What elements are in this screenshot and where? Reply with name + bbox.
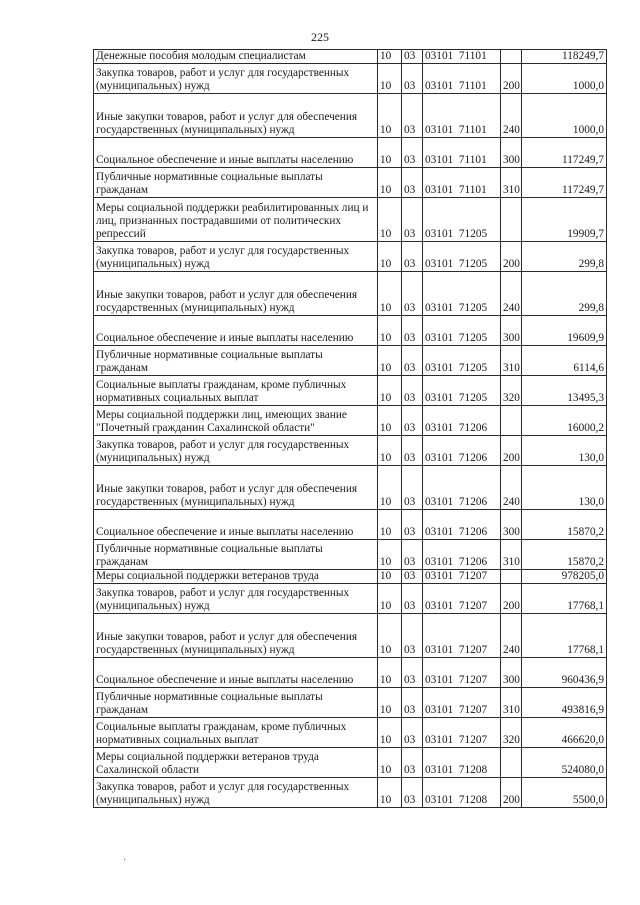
table-row xyxy=(94,658,607,688)
table-row xyxy=(94,540,607,570)
row-subsection-cell: 03 xyxy=(402,540,423,570)
row-target-article-cell xyxy=(423,688,501,718)
row-subsection-cell: 03 xyxy=(402,658,423,688)
row-expense-type-cell: 240 xyxy=(501,272,522,316)
table-row xyxy=(94,570,607,584)
target-article-program: 03101 xyxy=(425,50,454,62)
row-target-article-cell xyxy=(423,138,501,168)
row-subsection-cell: 03 xyxy=(402,346,423,376)
row-target-article-cell xyxy=(423,316,501,346)
row-amount-cell: 17768,1 xyxy=(522,614,607,658)
table-row xyxy=(94,138,607,168)
row-name-cell: Публичные нормативные социальные выплаты гражданам xyxy=(94,346,378,376)
row-target-article-cell xyxy=(423,272,501,316)
row-amount-cell: 6114,6 xyxy=(522,346,607,376)
target-article-direction: 71205 xyxy=(458,258,488,270)
row-expense-type-cell xyxy=(501,50,522,64)
row-section-cell: 10 xyxy=(378,540,402,570)
target-article-program: 03101 xyxy=(425,422,454,434)
row-amount-cell: 524080,0 xyxy=(522,748,607,778)
row-name-cell: Социальные выплаты гражданам, кроме публичных нормативных социальных выплат xyxy=(94,718,378,748)
table-row xyxy=(94,778,607,808)
row-name-cell: Публичные нормативные социальные выплаты гражданам xyxy=(94,688,378,718)
row-target-article-cell xyxy=(423,466,501,510)
row-expense-type-cell xyxy=(501,406,522,436)
target-article-program: 03101 xyxy=(425,302,454,314)
target-article-direction: 71101 xyxy=(458,154,487,166)
row-amount-cell: 15870,2 xyxy=(522,510,607,540)
row-section-cell: 10 xyxy=(378,584,402,614)
row-target-article-cell xyxy=(423,346,501,376)
row-name-cell: Иные закупки товаров, работ и услуг для обеспечения государственных (муниципальных) нужд xyxy=(94,94,378,138)
target-article-direction: 71206 xyxy=(458,526,488,538)
table-row xyxy=(94,510,607,540)
row-expense-type-cell: 200 xyxy=(501,584,522,614)
target-article-direction: 71206 xyxy=(458,422,488,434)
target-article-program: 03101 xyxy=(425,496,454,508)
row-target-article-cell xyxy=(423,718,501,748)
table-row xyxy=(94,50,607,64)
table-row xyxy=(94,242,607,272)
row-subsection-cell: 03 xyxy=(402,688,423,718)
row-subsection-cell: 03 xyxy=(402,376,423,406)
target-article-direction: 71207 xyxy=(458,674,488,686)
budget-table-body xyxy=(94,50,607,808)
row-expense-type-cell: 300 xyxy=(501,658,522,688)
row-target-article-cell xyxy=(423,64,501,94)
row-name-cell: Меры социальной поддержки ветеранов труда xyxy=(94,570,378,584)
row-subsection-cell: 03 xyxy=(402,584,423,614)
table-row xyxy=(94,406,607,436)
table-row xyxy=(94,376,607,406)
row-section-cell: 10 xyxy=(378,198,402,242)
row-subsection-cell: 03 xyxy=(402,242,423,272)
row-name-cell: Меры социальной поддержки реабилитированных лиц и лиц, признанных пострадавшими от политических репрессий xyxy=(94,198,378,242)
row-amount-cell: 117249,7 xyxy=(522,168,607,198)
row-section-cell: 10 xyxy=(378,346,402,376)
row-section-cell: 10 xyxy=(378,614,402,658)
target-article-program: 03101 xyxy=(425,734,454,746)
row-target-article-cell xyxy=(423,510,501,540)
row-subsection-cell: 03 xyxy=(402,168,423,198)
table-row xyxy=(94,316,607,346)
row-target-article-cell xyxy=(423,376,501,406)
row-name-cell: Иные закупки товаров, работ и услуг для обеспечения государственных (муниципальных) нужд xyxy=(94,614,378,658)
target-article-program: 03101 xyxy=(425,392,454,404)
row-target-article-cell xyxy=(423,748,501,778)
row-subsection-cell: 03 xyxy=(402,614,423,658)
stray-mark: ' xyxy=(124,857,126,867)
row-amount-cell: 5500,0 xyxy=(522,778,607,808)
row-target-article-cell xyxy=(423,540,501,570)
target-article-direction: 71207 xyxy=(458,570,488,582)
target-article-program: 03101 xyxy=(425,570,454,582)
row-section-cell: 10 xyxy=(378,466,402,510)
row-amount-cell: 15870,2 xyxy=(522,540,607,570)
row-amount-cell: 16000,2 xyxy=(522,406,607,436)
target-article-program: 03101 xyxy=(425,80,454,92)
row-amount-cell: 130,0 xyxy=(522,466,607,510)
row-expense-type-cell: 320 xyxy=(501,718,522,748)
row-amount-cell: 117249,7 xyxy=(522,138,607,168)
target-article-program: 03101 xyxy=(425,600,454,612)
row-section-cell: 10 xyxy=(378,510,402,540)
row-expense-type-cell: 240 xyxy=(501,94,522,138)
row-name-cell: Публичные нормативные социальные выплаты гражданам xyxy=(94,168,378,198)
page-number: 225 xyxy=(311,30,329,44)
row-name-cell: Социальное обеспечение и иные выплаты населению xyxy=(94,658,378,688)
target-article-program: 03101 xyxy=(425,154,454,166)
target-article-program: 03101 xyxy=(425,452,454,464)
row-subsection-cell: 03 xyxy=(402,198,423,242)
row-name-cell: Иные закупки товаров, работ и услуг для обеспечения государственных (муниципальных) нужд xyxy=(94,466,378,510)
row-expense-type-cell xyxy=(501,198,522,242)
row-target-article-cell xyxy=(423,198,501,242)
row-amount-cell: 466620,0 xyxy=(522,718,607,748)
row-section-cell: 10 xyxy=(378,406,402,436)
row-expense-type-cell xyxy=(501,748,522,778)
row-subsection-cell: 03 xyxy=(402,94,423,138)
row-section-cell: 10 xyxy=(378,570,402,584)
target-article-direction: 71101 xyxy=(458,184,487,196)
target-article-direction: 71207 xyxy=(458,644,488,656)
row-expense-type-cell: 200 xyxy=(501,242,522,272)
row-section-cell: 10 xyxy=(378,50,402,64)
table-row xyxy=(94,436,607,466)
row-section-cell: 10 xyxy=(378,168,402,198)
row-amount-cell: 118249,7 xyxy=(522,50,607,64)
row-expense-type-cell: 200 xyxy=(501,436,522,466)
row-section-cell: 10 xyxy=(378,64,402,94)
row-section-cell: 10 xyxy=(378,688,402,718)
row-subsection-cell: 03 xyxy=(402,436,423,466)
row-name-cell: Закупка товаров, работ и услуг для государственных (муниципальных) нужд xyxy=(94,242,378,272)
row-expense-type-cell: 200 xyxy=(501,778,522,808)
target-article-program: 03101 xyxy=(425,794,454,806)
row-target-article-cell xyxy=(423,584,501,614)
target-article-program: 03101 xyxy=(425,332,454,344)
table-row xyxy=(94,346,607,376)
row-amount-cell: 978205,0 xyxy=(522,570,607,584)
row-subsection-cell: 03 xyxy=(402,718,423,748)
target-article-program: 03101 xyxy=(425,362,454,374)
row-expense-type-cell: 240 xyxy=(501,614,522,658)
row-name-cell: Денежные пособия молодым специалистам xyxy=(94,50,378,64)
row-section-cell: 10 xyxy=(378,376,402,406)
row-subsection-cell: 03 xyxy=(402,748,423,778)
row-name-cell: Социальные выплаты гражданам, кроме публичных нормативных социальных выплат xyxy=(94,376,378,406)
table-row xyxy=(94,688,607,718)
row-target-article-cell xyxy=(423,242,501,272)
row-expense-type-cell xyxy=(501,570,522,584)
row-section-cell: 10 xyxy=(378,658,402,688)
row-expense-type-cell: 320 xyxy=(501,376,522,406)
target-article-program: 03101 xyxy=(425,526,454,538)
row-target-article-cell xyxy=(423,50,501,64)
row-subsection-cell: 03 xyxy=(402,510,423,540)
target-article-direction: 71205 xyxy=(458,302,488,314)
row-amount-cell: 1000,0 xyxy=(522,64,607,94)
table-row xyxy=(94,584,607,614)
row-expense-type-cell: 300 xyxy=(501,316,522,346)
row-expense-type-cell: 310 xyxy=(501,688,522,718)
row-subsection-cell: 03 xyxy=(402,50,423,64)
target-article-direction: 71208 xyxy=(458,764,488,776)
row-subsection-cell: 03 xyxy=(402,138,423,168)
row-name-cell: Публичные нормативные социальные выплаты гражданам xyxy=(94,540,378,570)
row-target-article-cell xyxy=(423,570,501,584)
row-subsection-cell: 03 xyxy=(402,406,423,436)
target-article-program: 03101 xyxy=(425,556,454,568)
target-article-direction: 71205 xyxy=(458,362,488,374)
row-subsection-cell: 03 xyxy=(402,778,423,808)
row-target-article-cell xyxy=(423,406,501,436)
row-section-cell: 10 xyxy=(378,436,402,466)
target-article-direction: 71101 xyxy=(458,80,487,92)
row-section-cell: 10 xyxy=(378,316,402,346)
row-section-cell: 10 xyxy=(378,242,402,272)
table-row xyxy=(94,466,607,510)
table-row xyxy=(94,64,607,94)
row-amount-cell: 130,0 xyxy=(522,436,607,466)
row-expense-type-cell: 310 xyxy=(501,168,522,198)
row-expense-type-cell: 300 xyxy=(501,138,522,168)
row-subsection-cell: 03 xyxy=(402,316,423,346)
table-row xyxy=(94,718,607,748)
row-section-cell: 10 xyxy=(378,94,402,138)
target-article-program: 03101 xyxy=(425,184,454,196)
row-amount-cell: 960436,9 xyxy=(522,658,607,688)
row-name-cell: Иные закупки товаров, работ и услуг для обеспечения государственных (муниципальных) нужд xyxy=(94,272,378,316)
row-name-cell: Закупка товаров, работ и услуг для государственных (муниципальных) нужд xyxy=(94,436,378,466)
row-subsection-cell: 03 xyxy=(402,466,423,510)
target-article-direction: 71205 xyxy=(458,392,488,404)
row-target-article-cell xyxy=(423,658,501,688)
target-article-direction: 71207 xyxy=(458,704,488,716)
row-name-cell: Меры социальной поддержки ветеранов труда Сахалинской области xyxy=(94,748,378,778)
row-amount-cell: 493816,9 xyxy=(522,688,607,718)
row-section-cell: 10 xyxy=(378,272,402,316)
table-row xyxy=(94,614,607,658)
row-target-article-cell xyxy=(423,778,501,808)
target-article-program: 03101 xyxy=(425,124,454,136)
row-expense-type-cell: 310 xyxy=(501,346,522,376)
row-expense-type-cell: 200 xyxy=(501,64,522,94)
target-article-direction: 71206 xyxy=(458,496,488,508)
target-article-direction: 71207 xyxy=(458,600,488,612)
row-name-cell: Социальное обеспечение и иные выплаты населению xyxy=(94,316,378,346)
row-subsection-cell: 03 xyxy=(402,272,423,316)
row-name-cell: Закупка товаров, работ и услуг для государственных (муниципальных) нужд xyxy=(94,64,378,94)
row-expense-type-cell: 310 xyxy=(501,540,522,570)
row-target-article-cell xyxy=(423,436,501,466)
target-article-program: 03101 xyxy=(425,674,454,686)
target-article-program: 03101 xyxy=(425,228,454,240)
table-row xyxy=(94,94,607,138)
row-amount-cell: 1000,0 xyxy=(522,94,607,138)
row-subsection-cell: 03 xyxy=(402,64,423,94)
row-name-cell: Закупка товаров, работ и услуг для государственных (муниципальных) нужд xyxy=(94,778,378,808)
table-row xyxy=(94,272,607,316)
target-article-direction: 71205 xyxy=(458,228,488,240)
row-amount-cell: 19609,9 xyxy=(522,316,607,346)
table-row xyxy=(94,168,607,198)
row-amount-cell: 299,8 xyxy=(522,272,607,316)
row-subsection-cell: 03 xyxy=(402,570,423,584)
row-amount-cell: 13495,3 xyxy=(522,376,607,406)
target-article-direction: 71206 xyxy=(458,452,488,464)
row-section-cell: 10 xyxy=(378,138,402,168)
target-article-direction: 71208 xyxy=(458,794,488,806)
row-name-cell: Социальное обеспечение и иные выплаты населению xyxy=(94,138,378,168)
target-article-direction: 71206 xyxy=(458,556,488,568)
row-section-cell: 10 xyxy=(378,778,402,808)
row-expense-type-cell: 240 xyxy=(501,466,522,510)
row-amount-cell: 17768,1 xyxy=(522,584,607,614)
target-article-direction: 71205 xyxy=(458,332,488,344)
row-amount-cell: 19909,7 xyxy=(522,198,607,242)
target-article-program: 03101 xyxy=(425,258,454,270)
target-article-program: 03101 xyxy=(425,764,454,776)
row-expense-type-cell: 300 xyxy=(501,510,522,540)
row-name-cell: Закупка товаров, работ и услуг для государственных (муниципальных) нужд xyxy=(94,584,378,614)
row-section-cell: 10 xyxy=(378,748,402,778)
row-name-cell: Социальное обеспечение и иные выплаты населению xyxy=(94,510,378,540)
row-name-cell: Меры социальной поддержки лиц, имеющих звание "Почетный гражданин Сахалинской области" xyxy=(94,406,378,436)
target-article-direction: 71101 xyxy=(458,124,487,136)
row-section-cell: 10 xyxy=(378,718,402,748)
row-amount-cell: 299,8 xyxy=(522,242,607,272)
target-article-program: 03101 xyxy=(425,644,454,656)
budget-table xyxy=(93,49,607,808)
row-target-article-cell xyxy=(423,94,501,138)
row-target-article-cell xyxy=(423,168,501,198)
table-row xyxy=(94,198,607,242)
target-article-direction: 71101 xyxy=(458,50,487,62)
row-target-article-cell xyxy=(423,614,501,658)
table-row xyxy=(94,748,607,778)
target-article-direction: 71207 xyxy=(458,734,488,746)
target-article-program: 03101 xyxy=(425,704,454,716)
